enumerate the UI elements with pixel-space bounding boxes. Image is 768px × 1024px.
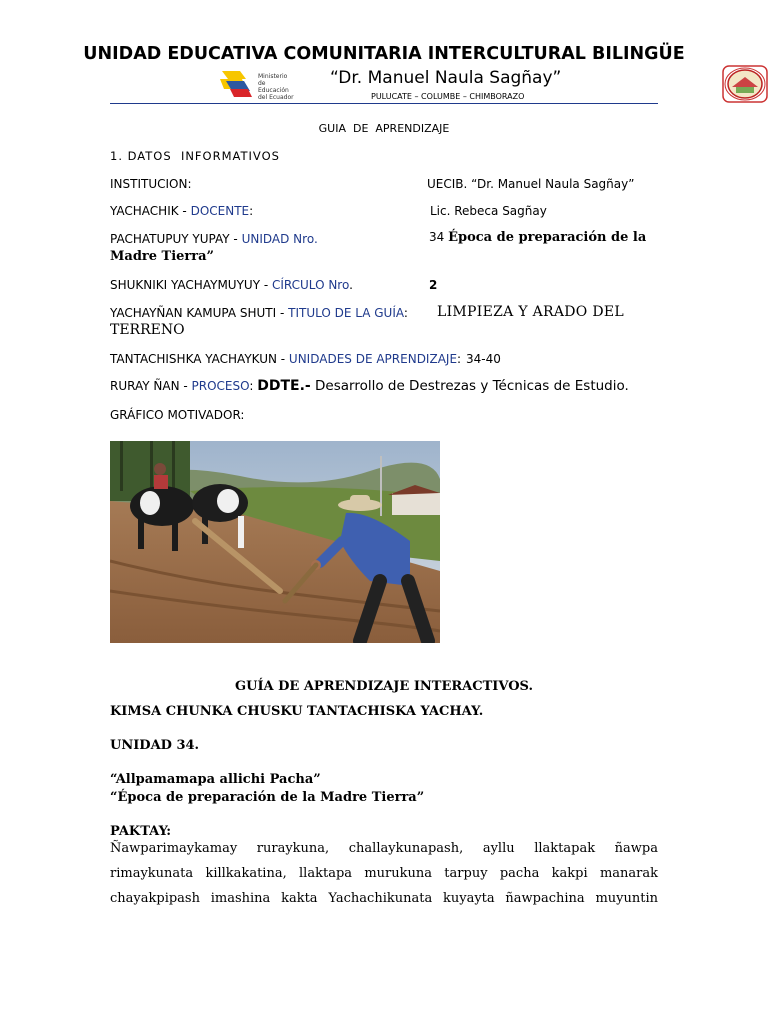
proceso-colon: :	[249, 379, 258, 393]
proceso-abbr: DDTE.-	[257, 378, 311, 394]
unidad-label	[110, 232, 318, 246]
header-rule	[110, 103, 658, 104]
circulo-label-kichwa: SHUKNIKI YACHAYMUYUY -	[110, 278, 272, 292]
unidad-value	[429, 230, 646, 245]
ministry-line-2: de Educación	[258, 80, 289, 94]
titulo-value-line1: LIMPIEZA Y ARADO DEL	[437, 304, 624, 320]
unidades-colon: :	[457, 352, 462, 366]
proceso-label-kichwa: RURAY ÑAN -	[110, 379, 192, 393]
body-line-2: UNIDAD 34.	[110, 738, 200, 753]
location-line: PULUCATE – COLUMBE – CHIMBORAZO	[371, 92, 525, 101]
quote-kichwa: “Allpamamapa allichi Pacha”	[110, 772, 321, 787]
unidad-value-line2: Madre Tierra”	[110, 249, 215, 264]
ecuador-flag-icon	[216, 69, 254, 99]
docente-label-spanish: DOCENTE	[190, 204, 250, 218]
grafico-label: GRÁFICO MOTIVADOR:	[110, 408, 245, 422]
titulo-label	[110, 306, 408, 320]
titulo-label-spanish: TITULO DE LA GUÍA	[288, 306, 404, 320]
unidades-label-spanish: UNIDADES DE APRENDIZAJE	[288, 352, 458, 366]
titulo-value-line2: TERRENO	[110, 322, 185, 338]
farmer-plowing-illustration	[110, 441, 440, 643]
doc-title: GUIA DE APRENDIZAJE	[318, 122, 450, 135]
unidad-label-spanish: UNIDAD Nro.	[241, 232, 318, 246]
circulo-label	[110, 278, 353, 292]
circulo-value: 2	[429, 278, 438, 292]
proceso-label-spanish: PROCESO	[191, 379, 250, 393]
docente-value: Lic. Rebeca Sagñay	[430, 204, 547, 218]
ministry-line-1: Ministerio	[258, 73, 288, 80]
circulo-dot: .	[349, 278, 353, 292]
titulo-colon: :	[403, 306, 408, 320]
paragraph-line-1: Ñawparimaykamay ruraykuna, challaykunapash, ayllu llaktapak ñawpa	[110, 841, 658, 856]
guide-heading: GUÍA DE APRENDIZAJE INTERACTIVOS.	[235, 679, 533, 694]
unidad-number: 34	[429, 230, 449, 244]
school-subtitle: “Dr. Manuel Naula Sagñay”	[330, 68, 562, 88]
ministry-logo	[216, 68, 298, 100]
proceso-label	[110, 378, 629, 394]
unidades-label	[110, 352, 461, 366]
circulo-label-spanish: CÍRCULO Nro	[271, 278, 350, 292]
school-seal	[722, 65, 768, 103]
quote-spanish: “Época de preparación de la Madre Tierra”	[110, 790, 425, 805]
body-line-1: KIMSA CHUNKA CHUSKU TANTACHISKA YACHAY.	[110, 704, 484, 719]
paktay-label: PAKTAY:	[110, 824, 172, 839]
docente-label-kichwa: YACHACHIK -	[110, 204, 191, 218]
docente-label	[110, 204, 253, 218]
titulo-label-kichwa: YACHAYÑAN KAMUPA SHUTI -	[110, 306, 289, 320]
school-seal-icon	[722, 65, 768, 103]
institucion-label: INSTITUCION:	[110, 177, 192, 191]
section-title: 1. DATOS INFORMATIVOS	[110, 149, 280, 163]
paragraph-line-2: rimaykunata killkakatina, llaktapa murukuna tarpuy pacha kakpi manarak	[110, 866, 658, 881]
unidad-value-line1: Época de preparación de la	[448, 230, 647, 245]
paragraph-line-3: chayakpipash imashina kakta Yachachikunata kuyayta ñawpachina muyuntin	[110, 891, 658, 906]
ministry-line-3: del Ecuador	[258, 94, 294, 101]
institucion-value: UECIB. “Dr. Manuel Naula Sagñay”	[427, 177, 635, 191]
school-name: UNIDAD EDUCATIVA COMUNITARIA INTERCULTURAL BILINGÜE	[83, 44, 685, 64]
docente-colon: :	[249, 204, 254, 218]
unidad-label-kichwa: PACHATUPUY YUPAY -	[110, 232, 242, 246]
proceso-value: Desarrollo de Destrezas y Técnicas de Estudio.	[310, 378, 629, 394]
motivational-image	[110, 441, 440, 643]
unidades-value: 34-40	[466, 352, 501, 366]
unidades-label-kichwa: TANTACHISHKA YACHAYKUN -	[110, 352, 289, 366]
